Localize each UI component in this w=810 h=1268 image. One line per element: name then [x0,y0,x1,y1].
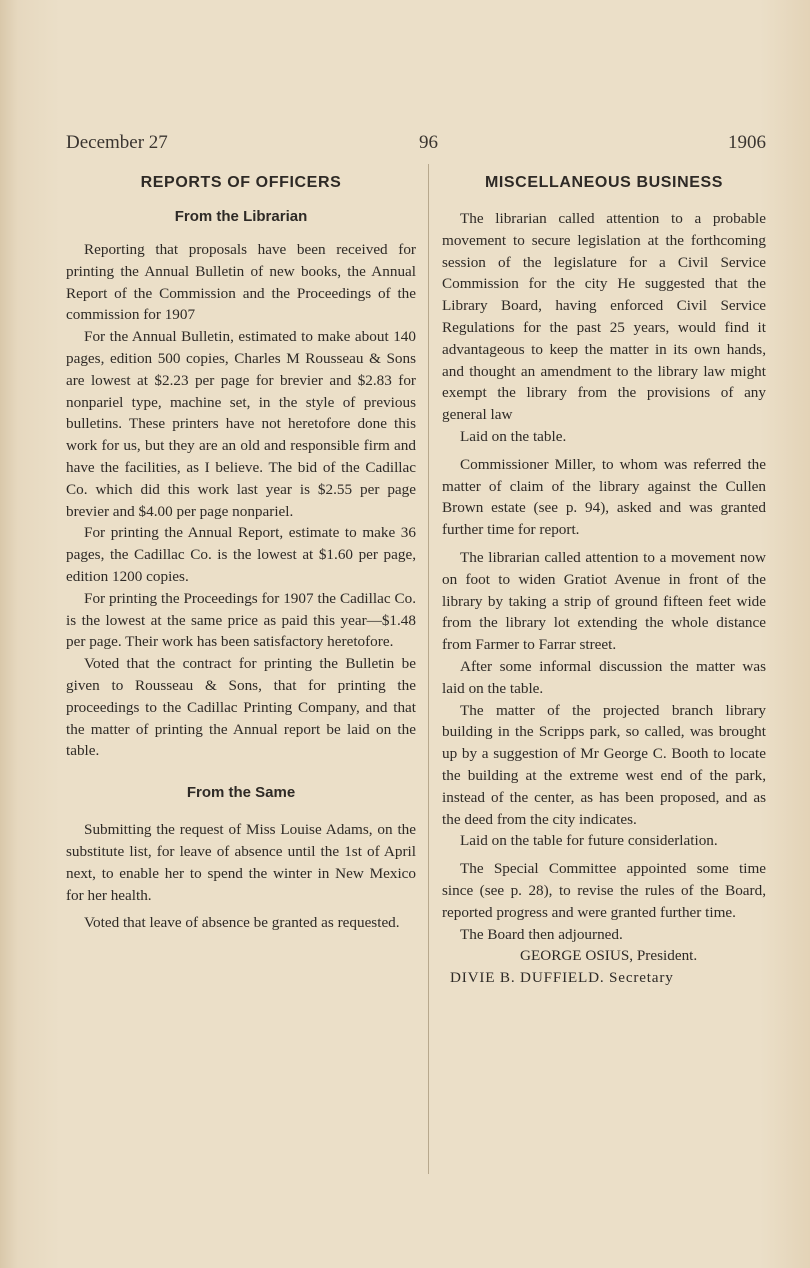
secretary-signature: DIVIE B. DUFFIELD. Secretary [450,969,674,987]
paragraph: The librarian called attention to a probable movement to secure legislation at the forthcoming session of the legislature for a Civil Service Commission for the city He suggested that the Library Board, having enforced Civil Service Regulations for the past 25 years, would find it advantageous to keep the matter in its own hands, and thought an amendment to the library law might exempt the library from the provisions of any general law [442,210,766,424]
reports-heading: REPORTS OF OFFICERS [140,174,342,191]
paragraph: Voted that the contract for printing the Bulletin be given to Rousseau & Sons, that for printing the proceedings to the Cadillac Printing Company, and that the matter of printing the Annual report be laid on the table. [66,655,416,760]
paragraph: For printing the Proceedings for 1907 the Cadillac Co. is the lowest at the same price as paid this year—$1.48 per page. Their work has been satisfactory heretofore. [66,589,416,651]
misc-business-heading: MISCELLANEOUS BUSINESS [484,174,724,191]
paragraph: Submitting the request of Miss Louise Adams, on the substitute list, for leave of absence until the 1st of April next, to enable her to spend the winter in New Mexico for her health. [66,821,416,904]
from-same-subheading: From the Same [186,784,296,802]
paragraph: The librarian called attention to a movement now on foot to widen Gratiot Avenue in front of the library by taking a strip of ground fifteen feet wide from the library lot extending the whole distance from Farmer to Farrar street. [442,548,766,654]
running-head-year: 1906 [728,132,766,153]
paragraph: Laid on the table for future considerlation. [460,832,718,850]
paragraph: The Board then adjourned. [460,925,623,943]
president-signature: GEORGE OSIUS, President. [520,947,698,965]
running-head [66,132,766,156]
left-column [66,172,416,934]
right-column [442,172,766,989]
paragraph: Commissioner Miller, to whom was referred the matter of claim of the library against the Cullen Brown estate (see p. 94), asked and was granted further time for report. [442,455,766,539]
librarian-subheading: From the Librarian [174,208,308,225]
paragraph: The Special Committee appointed some time since (see p. 28), to revise the rules of the Board, reported progress and were granted further time. [442,860,766,921]
paragraph: Laid on the table. [460,427,567,445]
paragraph: Voted that leave of absence be granted as requested. [84,914,400,932]
paragraph: Reporting that proposals have been received for printing the Annual Bulletin of new books, the Annual Report of the Commission and the Proceedings of the commission for 1907 [66,241,416,324]
page-number: 96 [419,132,438,153]
column-divider [428,164,429,1174]
paragraph: After some informal discussion the matter was laid on the table. [442,657,766,697]
paragraph: The matter of the projected branch library building in the Scripps park, so called, was brought up by a suggestion of Mr George C. Booth to locate the building at the extreme west end of the park, instead of the center, as has been proposed, and as the deed from the city indicates. [442,701,766,828]
paragraph: For the Annual Bulletin, estimated to make about 140 pages, edition 500 copies, Charles M Rousseau & Sons are lowest at $2.23 per page for brevier and $2.83 for nonpariel type, machine set, in the style of previous bulletins. These printers have not heretofore done this work for us, but they are an old and responsible firm and have the facilities, as I believe. The bid of the Cadillac Co. which did this work last year is $2.55 per page brevier and $4.00 per page nonpariel. [66,328,416,520]
paragraph: For printing the Annual Report, estimate to make 36 pages, the Cadillac Co. is the lowest at $1.60 per page, edition 1200 copies. [66,524,416,585]
running-head-date: December 27 [66,132,168,153]
